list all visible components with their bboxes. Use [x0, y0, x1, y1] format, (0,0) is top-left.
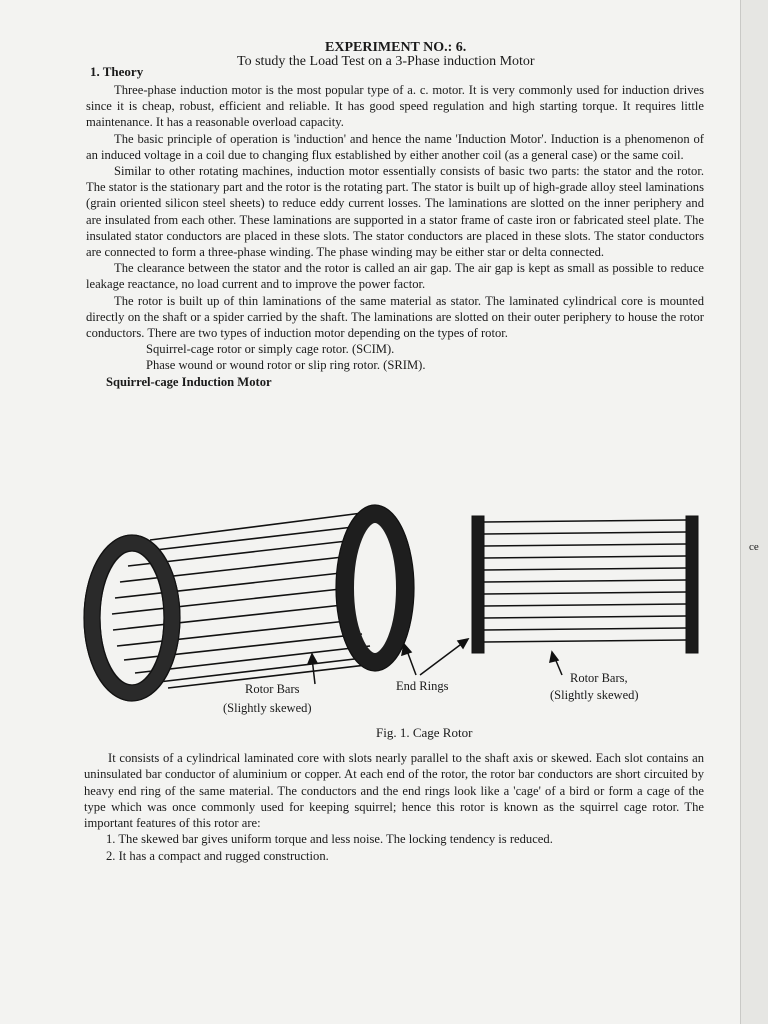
end-rings-label: End Rings [396, 679, 449, 693]
paragraph-intro: Three-phase induction motor is the most popular type of a. c. motor. It is very commonly used for induction drives since it is cheap, robust, efficient and reliable. It has good speed regulation and high starting torque. It requires little maintenance. It has a reasonable overload capacity. [86, 83, 704, 130]
cage-rotor-perspective-drawing [84, 505, 414, 701]
paragraph-rotor: The rotor is built up of thin laminations of the same material as stator. The laminated cylindrical core is mounted directly on the shaft or a spider carried by the shaft. The laminations are slotted on their outer periphery to house the rotor conductors. There are two types of induction motor depending on the types of rotor. [86, 293, 704, 341]
paragraph-cage-description: It consists of a cylindrical laminated core with slots nearly parallel to the shaft axis or skewed. Each slot contains an uninsulated bar conductor of aluminium or copper. At each end of the rotor, the rotor bar conductors are short circuited by heavy end ring of the same material. The conductors and the end rings look like a 'cage' of a bird or form a cage of the type which was once commonly used for keeping squirrel; hence this rotor is known as the squirrel cage rotor. The important features of this rotor are: [84, 751, 704, 831]
adjacent-page-edge [740, 0, 768, 1024]
skewed-label-right: (Slightly skewed) [550, 688, 639, 702]
paragraph-air-gap: The clearance between the stator and the rotor is called an air gap. The air gap is kept as small as possible to reduce leakage reactance, no load current and to improve the power factor. [86, 261, 704, 292]
squirrel-cage-heading: Squirrel-cage Induction Motor [106, 374, 272, 389]
rotor-type-item: Squirrel-cage rotor or simply cage rotor. (SCIM). [146, 342, 395, 357]
cage-rotor-text [84, 750, 704, 864]
paragraph-construction: Similar to other rotating machines, induction motor essentially consists of basic two parts: the stator and the rotor. The stator is the stationary part and the rotor is the rotating part. The stator is built up of high-grade alloy steel laminations (grain oriented silicon steel sheets) to reduce eddy current losses. The laminations are slotted on the inner periphery and are insulated from each other. These laminations are supported in a stator frame of caste iron or fabricated steel plate. The insulated stator conductors are placed in these slots. The stator conductors are placed in these slots. The stator conductors are connected to form a three-phase winding. The phase winding may be either star or delta connected. [86, 164, 704, 260]
experiment-aim: To study the Load Test on a 3-Phase induction Motor [237, 54, 535, 69]
rotor-type-item: Phase wound or wound rotor or slip ring rotor. (SRIM). [146, 358, 426, 373]
rotor-bars-label-right: Rotor Bars, [570, 671, 628, 685]
section-theory-heading: 1. Theory [90, 64, 144, 79]
cage-rotor-figure [80, 490, 720, 725]
rotor-bars-label-left: Rotor Bars [245, 682, 300, 696]
feature-item: 1. The skewed bar gives uniform torque and less noise. The locking tendency is reduced. [106, 832, 553, 847]
feature-item: 2. It has a compact and rugged construction. [106, 848, 329, 863]
experiment-number: EXPERIMENT NO.: 6. [325, 40, 467, 55]
paragraph-principle: The basic principle of operation is 'induction' and hence the name 'Induction Motor'. Induction is a phenomenon of an induced voltage in a coil due to changing flux established by either another coil (as a general case) or the same coil. [86, 131, 704, 162]
adjacent-page-text: ce [749, 541, 759, 553]
cage-rotor-side-drawing [472, 516, 698, 653]
figure-arrows [308, 639, 562, 684]
figure-caption: Fig. 1. Cage Rotor [376, 725, 473, 740]
theory-text [86, 82, 704, 390]
skewed-label-left: (Slightly skewed) [223, 701, 312, 715]
